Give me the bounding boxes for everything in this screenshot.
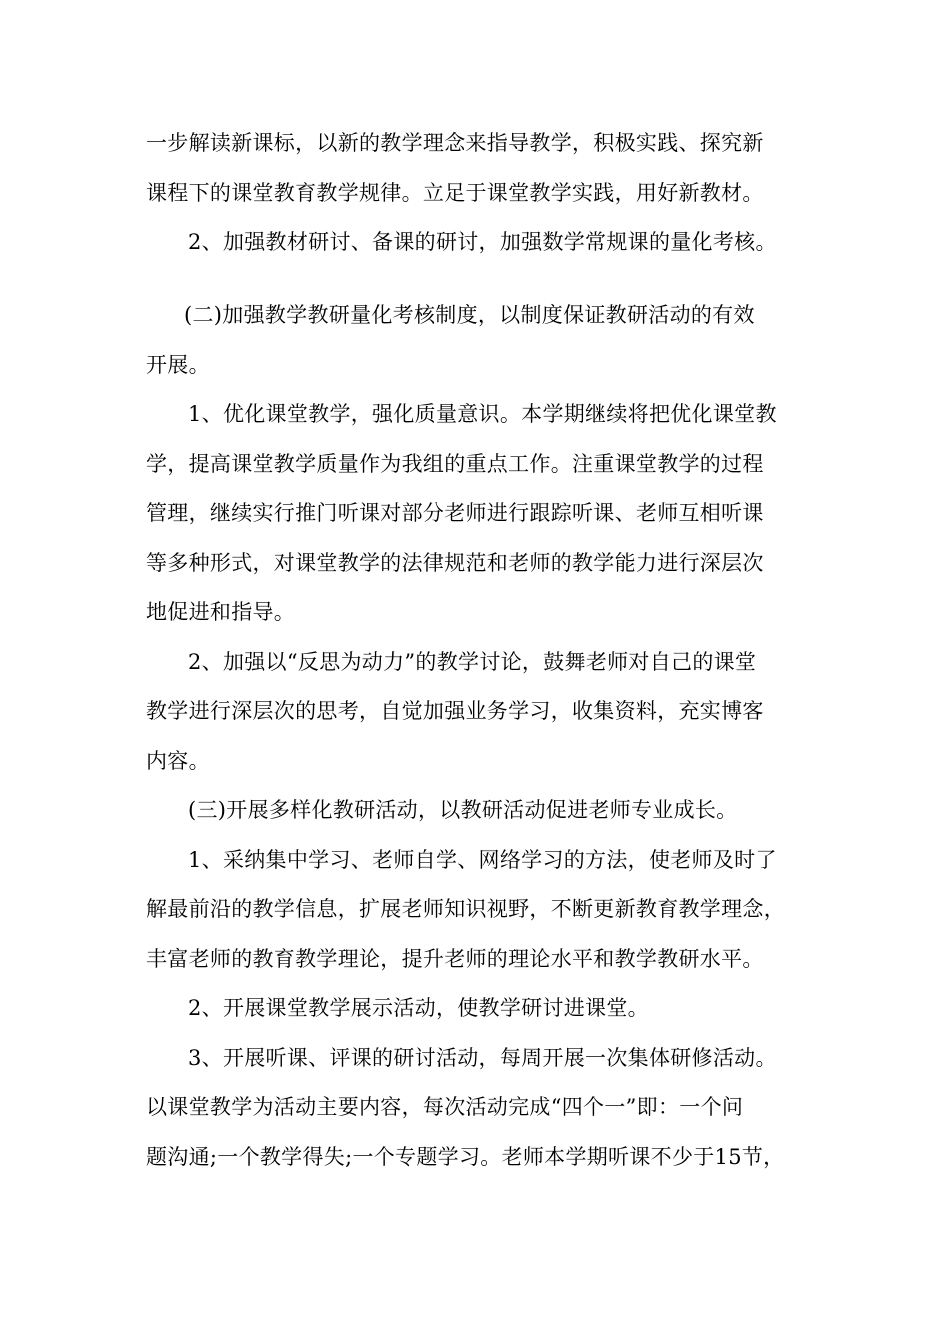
text-line: 一步解读新课标，以新的教学理念来指导教学，积极实践、探究新 — [146, 131, 764, 155]
section-heading: (二)加强教学教研量化考核制度，以制度保证教研活动的有效 — [184, 303, 755, 327]
text-line: 教学进行深层次的思考，自觉加强业务学习，收集资料，充实博客 — [146, 699, 764, 723]
text-line: 1、采纳集中学习、老师自学、网络学习的方法，使老师及时了 — [188, 847, 777, 872]
text-line: 2、开展课堂教学展示活动，使教学研讨进课堂。 — [188, 996, 649, 1020]
text-line: 开展。 — [146, 352, 210, 377]
text-line: 地促进和指导。 — [146, 600, 296, 624]
document-body — [146, 130, 810, 1193]
text-line: 课程下的课堂教育教学规律。立足于课堂教学实践，用好新教材。 — [146, 180, 764, 205]
text-line: 管理，继续实行推门听课对部分老师进行跟踪听课、老师互相听课 — [146, 501, 764, 525]
text-line: 2、加强以“反思为动力”的教学讨论，鼓舞老师对自己的课堂 — [188, 649, 757, 674]
text-line: 解最前沿的教学信息，扩展老师知识视野，不断更新教育教学理念， — [146, 897, 785, 921]
text-line: 丰富老师的教育教学理论，提升老师的理论水平和教学教研水平。 — [146, 946, 764, 971]
text-line: 内容。 — [146, 748, 210, 773]
text-line: 1、优化课堂教学，强化质量意识。本学期继续将把优化课堂教 — [188, 402, 777, 426]
section-heading: (三)开展多样化教研活动，以教研活动促进老师专业成长。 — [188, 798, 738, 822]
text-line: 以课堂教学为活动主要内容，每次活动完成“四个一”即：一个问 — [146, 1095, 744, 1119]
text-line: 等多种形式，对课堂教学的法律规范和老师的教学能力进行深层次 — [146, 550, 764, 575]
text-line: 学，提高课堂教学质量作为我组的重点工作。注重课堂教学的过程 — [146, 451, 764, 476]
text-line: 2、加强教材研讨、备课的研讨，加强数学常规课的量化考核。 — [188, 230, 777, 254]
text-line: 3、开展听课、评课的研讨活动，每周开展一次集体研修活动。 — [188, 1045, 777, 1070]
text-line: 题沟通;一个教学得失;一个专题学习。老师本学期听课不少于15节， — [146, 1144, 785, 1169]
